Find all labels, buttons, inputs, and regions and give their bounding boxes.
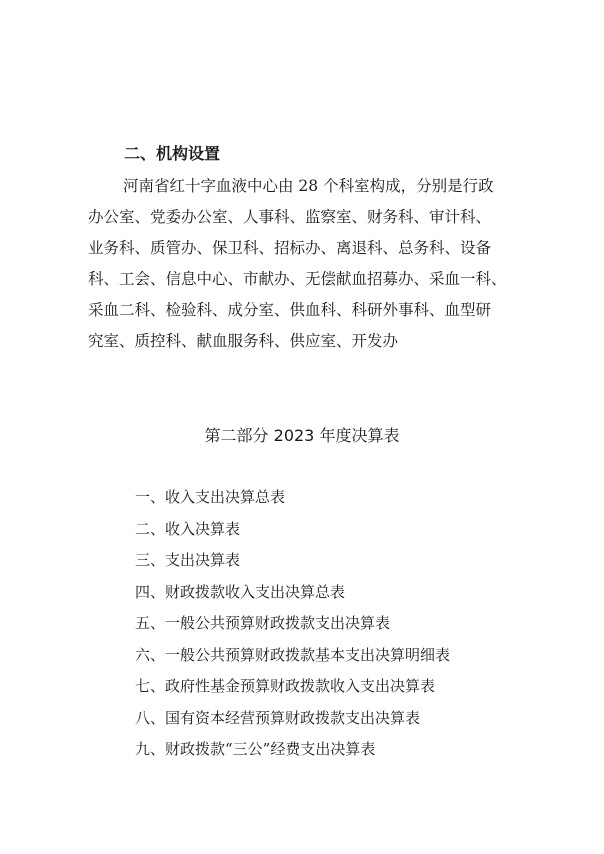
toc-item: 二、收入决算表 [135,519,241,538]
paragraph-line: 办公室、党委办公室、人事科、监察室、财务科、审计科、 [88,208,492,226]
paragraph-line: 究室、质控科、献血服务科、供应室、开发办 [88,332,399,350]
toc-item: 四、财政拨款收入支出决算总表 [135,582,346,601]
toc-item: 五、一般公共预算财政拨款支出决算表 [135,614,391,632]
organization-paragraph [88,171,528,357]
toc-item: 八、国有资本经营预算财政拨款支出决算表 [135,708,421,727]
toc-item: 三、支出决算表 [135,551,241,569]
toc-item: 一、收入支出决算总表 [135,488,286,506]
toc-item: 七、政府性基金预算财政拨款收入支出决算表 [135,677,436,695]
part-title: 第二部分 2023 年度决算表 [204,426,400,445]
toc-item: 九、财政拨款“三公”经费支出决算表 [135,740,376,758]
section-heading: 二、机构设置 [124,144,221,163]
paragraph-line: 业务科、质管办、保卫科、招标办、离退科、总务科、设备 [88,239,492,257]
paragraph-line: 河南省红十字血液中心由 28 个科室构成，分别是行政 [123,177,494,195]
table-of-contents [135,485,450,769]
paragraph-line: 采血二科、检验科、成分室、供血科、科研外事科、血型研 [88,301,492,319]
toc-item: 六、一般公共预算财政拨款基本支出决算明细表 [135,645,451,664]
paragraph-line: 科、工会、信息中心、市献办、无偿献血招募办、采血一科、 [88,270,507,288]
